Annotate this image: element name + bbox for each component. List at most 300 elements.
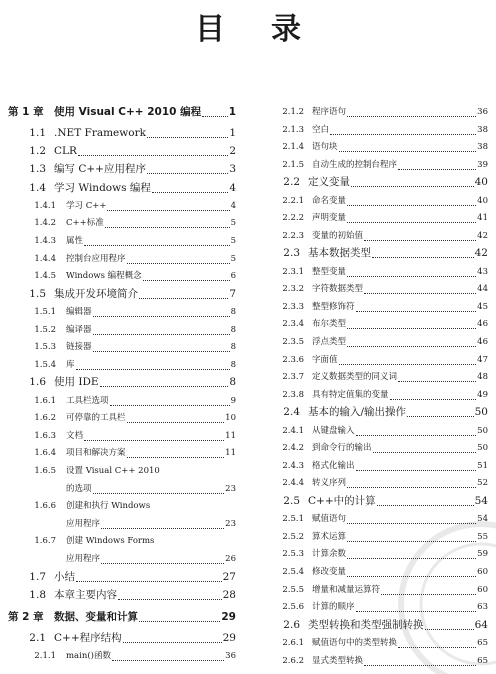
toc-leader-dots bbox=[351, 180, 474, 187]
toc-entry[interactable] bbox=[8, 609, 236, 626]
toc-entry-number: 1.5.1 bbox=[34, 307, 56, 317]
toc-entry[interactable] bbox=[262, 423, 488, 440]
toc-entry[interactable] bbox=[262, 316, 488, 333]
toc-leader-dots bbox=[110, 399, 230, 406]
toc-entry[interactable] bbox=[8, 322, 236, 339]
toc-entry[interactable] bbox=[8, 551, 236, 568]
toc-entry-title: 编写 C++应用程序 bbox=[54, 163, 146, 176]
toc-entry-title: Windows 编程概念 bbox=[66, 271, 142, 282]
toc-entry[interactable] bbox=[262, 299, 488, 316]
toc-leader-dots bbox=[372, 251, 474, 258]
toc-entry-number: 1.4.5 bbox=[34, 271, 56, 282]
toc-entry-number: 2.3.8 bbox=[282, 389, 304, 400]
toc-entry[interactable] bbox=[262, 617, 488, 634]
toc-entry[interactable] bbox=[262, 228, 488, 245]
toc-leader-dots bbox=[425, 623, 474, 630]
toc-entry[interactable] bbox=[8, 481, 236, 498]
toc-entry-number: 1.1 bbox=[29, 127, 46, 139]
toc-leader-dots bbox=[93, 328, 230, 335]
toc-leader-dots bbox=[347, 199, 476, 206]
toc-entry-page: 42 bbox=[474, 247, 488, 260]
toc-entry-number: 2.5.4 bbox=[282, 567, 304, 577]
toc-entry-title: 文档 bbox=[66, 430, 84, 441]
toc-entry[interactable] bbox=[8, 251, 236, 268]
toc-entry-number: 2.4 bbox=[283, 406, 300, 419]
toc-entry-page: 27 bbox=[222, 570, 236, 583]
toc-entry[interactable] bbox=[8, 233, 236, 250]
toc-entry-page: 11 bbox=[225, 448, 236, 459]
toc-leader-dots bbox=[347, 570, 476, 577]
toc-entry[interactable] bbox=[8, 215, 236, 232]
toc-entry-number: 1.4.3 bbox=[34, 236, 56, 246]
toc-entry-number: 2.3 bbox=[283, 247, 300, 260]
toc-entry-page: 49 bbox=[477, 389, 488, 400]
toc-entry-page: 8 bbox=[230, 324, 236, 335]
toc-leader-dots bbox=[127, 416, 225, 423]
toc-entry-title: 空白 bbox=[312, 124, 330, 135]
toc-entry-title: 算术运算 bbox=[312, 531, 347, 542]
toc-entry-number: 1.4.4 bbox=[34, 253, 56, 264]
toc-entry-title: 使用 IDE bbox=[54, 376, 99, 389]
toc-entry-number: 2.5.2 bbox=[282, 531, 304, 542]
toc-entry-page: 43 bbox=[477, 266, 488, 277]
toc-entry-title: 控制台应用程序 bbox=[66, 253, 126, 264]
toc-leader-dots bbox=[398, 641, 476, 648]
toc-entry-title: 集成开发环境简介 bbox=[54, 287, 138, 300]
toc-entry-title: 使用 Visual C++ 2010 编程 bbox=[54, 106, 202, 118]
toc-entry-title: 创建 Windows Forms bbox=[66, 536, 155, 547]
toc-leader-dots bbox=[143, 274, 230, 281]
toc-entry[interactable] bbox=[8, 410, 236, 427]
toc-entry-number: 2.5 bbox=[283, 495, 300, 507]
toc-entry-title: 编辑器 bbox=[66, 307, 92, 317]
toc-entry-page: 29 bbox=[221, 611, 236, 623]
toc-leader-dots bbox=[202, 110, 228, 117]
toc-entry[interactable] bbox=[262, 511, 488, 528]
toc-entry-title: 编译器 bbox=[66, 324, 92, 335]
toc-entry-title: 基本数据类型 bbox=[308, 247, 371, 260]
toc-entry-number: 2.5.5 bbox=[282, 584, 304, 595]
toc-entry-page: 28 bbox=[222, 588, 236, 601]
toc-entry-title: main()函数 bbox=[66, 651, 111, 662]
toc-entry[interactable] bbox=[262, 264, 488, 281]
toc-entry-page: 55 bbox=[477, 531, 488, 542]
toc-entry-title: 命名变量 bbox=[312, 195, 347, 206]
toc-entry[interactable] bbox=[8, 268, 236, 285]
toc-entry-page: 36 bbox=[225, 651, 236, 662]
toc-entry[interactable] bbox=[262, 475, 488, 492]
toc-entry-page: 8 bbox=[230, 307, 236, 317]
toc-entry-title: 浮点类型 bbox=[312, 337, 347, 347]
toc-entry-number: 1.4.1 bbox=[34, 200, 56, 211]
toc-entry-title: 从键盘输入 bbox=[312, 425, 355, 436]
toc-entry-page: 5 bbox=[230, 218, 236, 229]
toc-entry-number: 1.6.3 bbox=[34, 430, 56, 441]
toc-leader-dots bbox=[330, 128, 476, 135]
toc-leader-dots bbox=[84, 239, 230, 246]
toc-entry-number: 2.2 bbox=[283, 176, 300, 189]
toc-entry-title: 显式类型转换 bbox=[312, 655, 364, 666]
toc-leader-dots bbox=[101, 522, 224, 529]
page-title-char-2: 录 bbox=[271, 12, 301, 47]
toc-entry-number: 2.3.7 bbox=[282, 372, 304, 383]
toc-entry-title: CLR bbox=[54, 145, 77, 158]
toc-leader-dots bbox=[152, 186, 228, 193]
toc-leader-dots bbox=[93, 345, 230, 352]
toc-entry-page: 4 bbox=[230, 200, 236, 211]
toc-entry-number: 2.1.2 bbox=[282, 107, 304, 117]
toc-entry-number: 2.3.5 bbox=[282, 337, 304, 347]
toc-entry-page: 65 bbox=[477, 638, 488, 648]
page-title bbox=[0, 10, 496, 50]
toc-entry-page: 40 bbox=[474, 176, 488, 189]
toc-entry-title: 自动生成的控制台程序 bbox=[312, 159, 398, 170]
toc-entry-number: 1.6 bbox=[29, 376, 46, 389]
toc-entry-title: 可停靠的工具栏 bbox=[66, 413, 126, 424]
toc-entry[interactable] bbox=[8, 304, 236, 321]
toc-entry-title: 类型转换和类型强制转换 bbox=[308, 618, 424, 631]
toc-entry-title: 计算的顺序 bbox=[312, 602, 355, 613]
toc-entry-number: 2.2.1 bbox=[282, 195, 304, 206]
toc-entry-page: 41 bbox=[477, 213, 488, 224]
toc-entry[interactable] bbox=[8, 357, 236, 374]
toc-entry-title: 声明变量 bbox=[312, 213, 347, 224]
toc-entry-number: 2.3.6 bbox=[282, 354, 304, 365]
toc-entry-page: 8 bbox=[230, 359, 236, 370]
toc-entry[interactable] bbox=[8, 393, 236, 410]
toc-entry[interactable] bbox=[8, 587, 236, 604]
toc-leader-dots bbox=[398, 375, 476, 382]
toc-entry-number: 2.1.5 bbox=[282, 159, 304, 170]
toc-entry-number: 2.2.2 bbox=[282, 213, 304, 224]
toc-entry-number: 2.1.4 bbox=[282, 142, 304, 153]
toc-leader-dots bbox=[107, 204, 229, 211]
toc-entry-page: 54 bbox=[474, 495, 488, 507]
toc-entry-title: 格式化输出 bbox=[312, 460, 355, 471]
toc-leader-dots bbox=[84, 434, 224, 441]
toc-entry[interactable] bbox=[262, 440, 488, 457]
toc-entry-title: 布尔类型 bbox=[312, 319, 347, 330]
toc-entry-title: 的选项 bbox=[66, 483, 92, 494]
toc-entry-number: 2.3.2 bbox=[282, 284, 304, 295]
toc-entry-title: 基本的输入/输出操作 bbox=[308, 406, 407, 419]
toc-entry-title: 整型修饰符 bbox=[312, 301, 355, 312]
toc-leader-dots bbox=[123, 636, 222, 643]
toc-entry[interactable] bbox=[262, 122, 488, 139]
toc-entry-page: 1 bbox=[229, 127, 236, 139]
toc-entry-title: 工具栏选项 bbox=[66, 395, 109, 406]
toc-entry[interactable] bbox=[262, 245, 488, 262]
toc-entry-title: 转义序列 bbox=[312, 478, 347, 489]
toc-entry[interactable] bbox=[262, 281, 488, 298]
toc-leader-dots bbox=[127, 257, 230, 264]
toc-entry[interactable] bbox=[262, 493, 488, 510]
toc-entry-number: 2.3.1 bbox=[282, 266, 304, 277]
toc-entry[interactable] bbox=[8, 648, 236, 665]
toc-entry-page: 26 bbox=[225, 554, 236, 564]
toc-entry[interactable] bbox=[262, 157, 488, 174]
toc-entry-page: 65 bbox=[477, 655, 488, 666]
toc-entry-number: 1.7 bbox=[29, 570, 46, 583]
toc-entry[interactable] bbox=[262, 352, 488, 369]
toc-leader-dots bbox=[139, 292, 228, 299]
toc-entry-page: 10 bbox=[225, 413, 236, 424]
toc-entry-page: 23 bbox=[225, 518, 236, 529]
toc-entry-page: 39 bbox=[477, 159, 488, 170]
toc-entry-page: 45 bbox=[477, 301, 488, 312]
toc-entry[interactable] bbox=[262, 582, 488, 599]
toc-entry-title: 数据、变量和计算 bbox=[54, 611, 138, 623]
toc-entry[interactable] bbox=[8, 198, 236, 215]
toc-entry-number: 1.6.6 bbox=[34, 501, 56, 512]
toc-entry[interactable] bbox=[262, 387, 488, 404]
toc-entry[interactable] bbox=[8, 339, 236, 356]
toc-entry[interactable] bbox=[262, 458, 488, 475]
toc-leader-dots bbox=[347, 535, 476, 542]
toc-entry-number: 1.5.3 bbox=[34, 342, 56, 353]
toc-entry-number: 第 1 章 bbox=[8, 106, 44, 118]
toc-entry-page: 44 bbox=[477, 284, 488, 295]
toc-entry-title: 定义数据类型的同义词 bbox=[312, 372, 398, 383]
toc-entry-number: 2.3.3 bbox=[282, 301, 304, 312]
toc-entry-title: 修改变量 bbox=[312, 567, 347, 577]
toc-entry-page: 11 bbox=[225, 430, 236, 441]
toc-entry-title: 项目和解决方案 bbox=[66, 448, 126, 459]
toc-entry-page: 5 bbox=[230, 236, 236, 246]
toc-entry-page: 63 bbox=[477, 602, 488, 613]
toc-entry[interactable] bbox=[8, 569, 236, 586]
toc-entry-title: 整型变量 bbox=[312, 266, 347, 277]
toc-entry[interactable] bbox=[262, 404, 488, 421]
toc-entry[interactable] bbox=[8, 463, 236, 480]
toc-entry-number: 第 2 章 bbox=[8, 611, 44, 623]
toc-leader-dots bbox=[356, 429, 477, 436]
toc-entry[interactable] bbox=[262, 564, 488, 581]
toc-entry-title: C++程序结构 bbox=[54, 632, 122, 644]
toc-entry-number: 2.3.4 bbox=[282, 319, 304, 330]
toc-entry-page: 60 bbox=[477, 567, 488, 577]
toc-leader-dots bbox=[105, 221, 230, 228]
toc-entry-page: 4 bbox=[229, 181, 236, 194]
toc-entry-number: 2.4.4 bbox=[282, 478, 304, 489]
toc-leader-dots bbox=[78, 149, 228, 156]
toc-entry-page: 3 bbox=[229, 163, 236, 176]
toc-entry[interactable] bbox=[262, 334, 488, 351]
toc-leader-dots bbox=[93, 487, 225, 494]
toc-entry-number: 2.4.1 bbox=[282, 425, 304, 436]
toc-leader-dots bbox=[390, 393, 477, 400]
toc-entry-number: 2.1.3 bbox=[282, 124, 304, 135]
toc-entry-page: 29 bbox=[222, 632, 236, 644]
toc-entry-page: 40 bbox=[477, 195, 488, 206]
toc-entry-page: 54 bbox=[477, 514, 488, 525]
toc-entry-number: 1.4.2 bbox=[34, 218, 56, 229]
toc-entry-page: 36 bbox=[477, 107, 488, 117]
toc-entry[interactable] bbox=[262, 599, 488, 616]
toc-leader-dots bbox=[147, 167, 228, 174]
toc-entry-title: 应用程序 bbox=[66, 554, 101, 564]
toc-entry-page: 48 bbox=[477, 372, 488, 383]
toc-entry[interactable] bbox=[8, 180, 236, 197]
toc-leader-dots bbox=[347, 110, 476, 117]
toc-entry-number: 1.5.2 bbox=[34, 324, 56, 335]
toc-entry-page: 38 bbox=[477, 142, 488, 153]
toc-leader-dots bbox=[147, 131, 228, 138]
toc-leader-dots bbox=[76, 363, 230, 370]
toc-entry[interactable] bbox=[8, 104, 236, 121]
toc-entry-title: 程序语句 bbox=[312, 107, 347, 117]
toc-entry-title: 具有特定值集的变量 bbox=[312, 389, 389, 400]
toc-entry-number: 1.3 bbox=[29, 163, 46, 176]
toc-entry[interactable] bbox=[262, 546, 488, 563]
toc-entry-number: 2.5.1 bbox=[282, 514, 304, 525]
toc-entry[interactable] bbox=[262, 529, 488, 546]
toc-leader-dots bbox=[373, 446, 477, 453]
toc-entry-number: 1.6.1 bbox=[34, 395, 56, 406]
toc-entry-title: 属性 bbox=[66, 236, 84, 246]
toc-entry[interactable] bbox=[262, 210, 488, 227]
toc-entry-number: 1.6.7 bbox=[34, 536, 56, 547]
toc-leader-dots bbox=[356, 605, 477, 612]
toc-entry-title: 链接器 bbox=[66, 342, 92, 353]
toc-entry[interactable] bbox=[8, 374, 236, 391]
toc-entry-number: 1.5.4 bbox=[34, 359, 56, 370]
toc-entry-number: 2.5.3 bbox=[282, 549, 304, 560]
toc-entry-number: 2.6 bbox=[283, 618, 300, 631]
toc-entry[interactable] bbox=[262, 635, 488, 652]
toc-entry-title: 到命令行的输出 bbox=[312, 443, 372, 454]
toc-entry-page: 38 bbox=[477, 124, 488, 135]
toc-entry[interactable] bbox=[8, 498, 236, 515]
toc-entry-page: 52 bbox=[477, 478, 488, 489]
toc-leader-dots bbox=[93, 310, 230, 317]
toc-entry-page: 64 bbox=[474, 618, 488, 631]
toc-leader-dots bbox=[347, 322, 476, 329]
toc-entry-page: 50 bbox=[477, 443, 488, 454]
toc-leader-dots bbox=[118, 593, 222, 600]
toc-leader-dots bbox=[347, 216, 476, 223]
toc-entry-title: 计算余数 bbox=[312, 549, 347, 560]
toc-entry-number: 2.1 bbox=[29, 632, 46, 644]
toc-entry-number: 2.4.2 bbox=[282, 443, 304, 454]
toc-entry-page: 2 bbox=[229, 145, 236, 158]
toc-leader-dots bbox=[347, 517, 476, 524]
toc-entry[interactable] bbox=[8, 533, 236, 550]
toc-leader-dots bbox=[407, 410, 474, 417]
toc-leader-dots bbox=[139, 615, 220, 622]
toc-entry-page: 46 bbox=[477, 319, 488, 330]
toc-entry[interactable] bbox=[8, 630, 236, 647]
toc-entry-page: 6 bbox=[230, 271, 236, 282]
toc-leader-dots bbox=[100, 380, 229, 387]
toc-entry-page: 59 bbox=[477, 549, 488, 560]
toc-leader-dots bbox=[364, 287, 476, 294]
toc-leader-dots bbox=[347, 481, 476, 488]
toc-leader-dots bbox=[76, 575, 222, 582]
toc-entry-title: 本章主要内容 bbox=[54, 588, 117, 601]
toc-entry[interactable] bbox=[262, 369, 488, 386]
toc-entry-title: 库 bbox=[66, 359, 75, 370]
toc-leader-dots bbox=[339, 358, 477, 365]
toc-entry[interactable] bbox=[8, 428, 236, 445]
toc-leader-dots bbox=[364, 659, 476, 666]
toc-entry[interactable] bbox=[8, 161, 236, 178]
toc-entry-number: 2.6.1 bbox=[282, 638, 304, 648]
toc-entry-title: 语句块 bbox=[312, 142, 338, 153]
toc-entry-page: 50 bbox=[477, 425, 488, 436]
toc-entry-title: 变量的初始值 bbox=[312, 230, 364, 241]
toc-leader-dots bbox=[339, 145, 477, 152]
toc-entry-number: 1.4 bbox=[29, 181, 46, 194]
toc-entry-number: 1.6.5 bbox=[34, 466, 56, 476]
toc-entry-number: 2.6.2 bbox=[282, 655, 304, 666]
toc-entry-title: 设置 Visual C++ 2010 bbox=[66, 466, 160, 476]
toc-leader-dots bbox=[381, 588, 476, 595]
toc-entry-page: 47 bbox=[477, 354, 488, 365]
toc-entry[interactable] bbox=[262, 104, 488, 121]
toc-entry-title: 增量和减量运算符 bbox=[312, 584, 381, 595]
toc-leader-dots bbox=[377, 499, 474, 506]
toc-entry-number: 1.5 bbox=[29, 287, 46, 300]
toc-entry-title: 赋值语句 bbox=[312, 514, 347, 525]
toc-entry-title: C++标准 bbox=[66, 218, 104, 229]
toc-leader-dots bbox=[356, 305, 477, 312]
toc-leader-dots bbox=[356, 464, 477, 471]
toc-entry-page: 51 bbox=[477, 460, 488, 471]
toc-leader-dots bbox=[398, 163, 476, 170]
toc-entry-number: 1.6.2 bbox=[34, 413, 56, 424]
toc-entry-page: 1 bbox=[228, 106, 236, 118]
toc-entry-number: 1.8 bbox=[29, 588, 46, 601]
toc-leader-dots bbox=[347, 340, 476, 347]
toc-entry-title: C++中的计算 bbox=[308, 495, 376, 507]
toc-entry[interactable] bbox=[8, 125, 236, 142]
toc-entry-page: 46 bbox=[477, 337, 488, 347]
toc-entry-page: 50 bbox=[474, 406, 488, 419]
toc-entry-page: 8 bbox=[229, 376, 236, 389]
toc-entry-title: 学习 C++ bbox=[66, 200, 107, 211]
toc-entry-page: 7 bbox=[229, 287, 236, 300]
toc-entry[interactable] bbox=[262, 193, 488, 210]
toc-leader-dots bbox=[347, 552, 476, 559]
toc-entry[interactable] bbox=[262, 139, 488, 156]
toc-entry-number: 1.2 bbox=[29, 145, 46, 158]
toc-entry-title: 创建和执行 Windows bbox=[66, 501, 151, 512]
toc-entry[interactable] bbox=[8, 286, 236, 303]
toc-entry-number: 2.1.1 bbox=[34, 651, 56, 662]
toc-leader-dots bbox=[127, 451, 225, 458]
toc-entry[interactable] bbox=[262, 174, 488, 191]
toc-entry-title: 学习 Windows 编程 bbox=[54, 181, 151, 194]
toc-entry[interactable] bbox=[8, 516, 236, 533]
toc-entry[interactable] bbox=[8, 445, 236, 462]
toc-entry[interactable] bbox=[8, 143, 236, 160]
toc-leader-dots bbox=[364, 234, 476, 241]
toc-entry-page: 8 bbox=[230, 342, 236, 353]
toc-entry-number: 2.5.6 bbox=[282, 602, 304, 613]
toc-entry[interactable] bbox=[262, 653, 488, 670]
toc-entry-title: 赋值语句中的类型转换 bbox=[312, 638, 398, 648]
toc-entry-title: 应用程序 bbox=[66, 518, 101, 529]
toc-entry-title: 小结 bbox=[54, 570, 75, 583]
toc-entry-title: 字面值 bbox=[312, 354, 338, 365]
toc-entry-page: 23 bbox=[225, 483, 236, 494]
toc-entry-page: 5 bbox=[230, 253, 236, 264]
toc-leader-dots bbox=[101, 557, 224, 564]
toc-entry-page: 60 bbox=[477, 584, 488, 595]
page-title-char-1: 目 bbox=[195, 12, 225, 47]
toc-entry-page: 42 bbox=[477, 230, 488, 241]
